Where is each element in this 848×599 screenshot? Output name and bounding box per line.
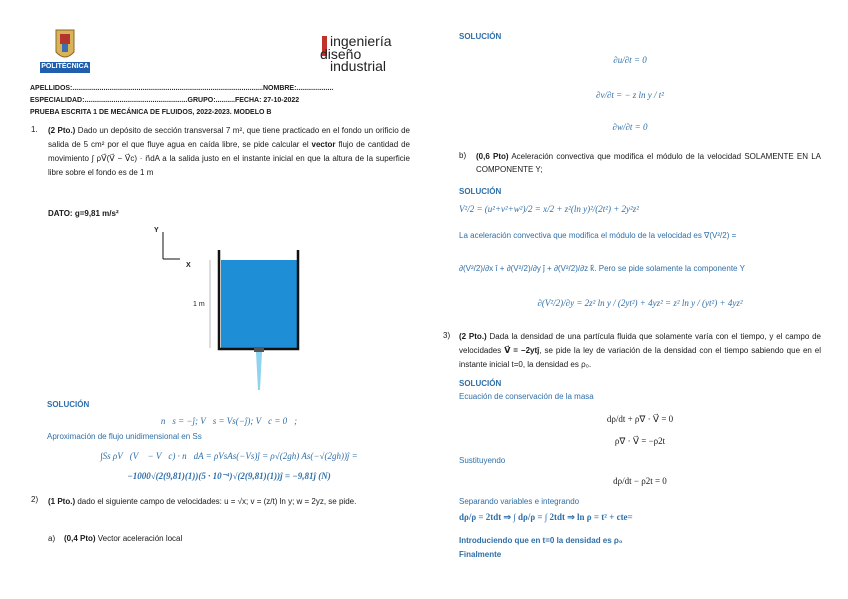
- q1-sol-eq2: ∫Ss ρV⃗(V⃗ − V⃗c) · n⃗dA = ρVsAs(−Vs)ĵ = ρ√(2gh) As(−√(2gh))ĵ =: [100, 451, 358, 461]
- q3-eq2: ρ∇ · V⃗ = −ρ2t: [614, 436, 666, 446]
- q1-points: (2 Pto.): [48, 126, 76, 135]
- q2b-text: Aceleración convectiva que modifica el módulo de la velocidad SOLAMENTE EN LA COMPONENTE Y;: [476, 152, 821, 174]
- q1-sol-eq3: −1000√(2(9,81)(1))(5 · 10⁻⁴)√(2(9,81)(1))ĵ = −9,81ĵ (N): [127, 471, 331, 481]
- especialidad-line: ESPECIALIDAD:.....................................................GRUPO:..........FECHA: 27-10-2022: [30, 97, 300, 104]
- q2b-solution-title: SOLUCIÓN: [459, 187, 502, 196]
- q2-points: (1 Pto.): [48, 497, 76, 506]
- height-label: 1 m: [193, 301, 205, 308]
- q2-number: 2): [31, 495, 39, 504]
- upm-logo: [40, 28, 90, 74]
- q2a-du: ∂u/∂t = 0: [613, 55, 647, 65]
- q1-sol-eq1: n⃗s = −ĵ; V⃗s = Vs(−ĵ); V⃗c = 0⃗;: [160, 416, 298, 426]
- q3-final: Finalmente: [459, 550, 502, 559]
- apellidos-line: APELLIDOS:..................................................................................................NOMBRE:...................: [30, 85, 334, 92]
- q2b-conv-text2: ∂(V²/2)/∂x î + ∂(V²/2)/∂y ĵ + ∂(V²/2)/∂z k̂. Pero se pide solamente la componente Y: [459, 264, 745, 273]
- q1-dato: DATO: g=9,81 m/s²: [48, 209, 119, 218]
- tank-diagram: [140, 228, 300, 398]
- school-logo: [318, 30, 408, 74]
- q3-statement: [459, 330, 821, 372]
- q1-number: 1.: [31, 125, 38, 134]
- q1-text1: Dado un depósito de sección transversal 7 m², que tiene practicado en el fondo un orificio de salida de 5 cm² por el que fluye agua en caída libre, se pide calcular el: [48, 126, 411, 149]
- q3-sep: Separando variables e integrando: [459, 497, 580, 506]
- school-line3: industrial: [330, 58, 387, 74]
- q2a-text: Vector aceleración local: [95, 534, 183, 543]
- q1-text3: ρV⃗(V⃗ − V⃗c) · n⃗dA a la salida justo en el instante inicial en que la altura de la superficie libre sobre el fondo es de 1 m: [48, 154, 410, 177]
- school-line1: ingeniería: [330, 33, 392, 49]
- q3-text1: Dada la densidad de una partícula fluida que solamente varía con el tiempo, y el campo de velocidades: [459, 332, 821, 355]
- q2-text: dado el siguiente campo de velocidades: u = √x; v = (z/t) ln y; w = 2yz, se pide.: [75, 497, 357, 506]
- q3-points: (2 Pto.): [459, 332, 487, 341]
- water-jet: [256, 352, 262, 390]
- q2b-eq-dy: ∂(V²/2)/∂y = 2z² ln y / (2yt²) + 4yz² = z² ln y / (yt²) + 4yz²: [537, 298, 743, 308]
- q3-solution-title: SOLUCIÓN: [459, 379, 502, 388]
- q2a-label: a): [48, 534, 56, 543]
- q2-statement: [48, 494, 410, 510]
- q2a-dw: ∂w/∂t = 0: [612, 122, 648, 132]
- q1-solution-title: SOLUCIÓN: [47, 400, 90, 409]
- q3-vfield: V⃗ = −2ytĵ: [504, 346, 540, 355]
- q3-eq4: dρ/ρ = 2tdt ⇒ ∫ dρ/ρ = ∫ 2tdt ⇒ ln ρ = t² + cte=: [459, 512, 633, 522]
- school-line2: diseño: [320, 46, 362, 62]
- q1-bold-word: vector: [311, 140, 336, 149]
- q3-cons: Ecuación de conservación de la masa: [459, 392, 594, 401]
- q3-text2: , se pide la ley de variación de la densidad con el tiempo sabiendo que en el instante inicial t=0, la densidad es ρ₀.: [459, 346, 822, 369]
- q2b-points: (0,6 Pto): [476, 152, 509, 161]
- q3-number: 3): [443, 331, 451, 340]
- university-label: POLITÉCNICA: [41, 63, 89, 70]
- orifice: [254, 347, 264, 352]
- q3-eq3: dρ/dt − ρ2t = 0: [613, 476, 667, 486]
- q1-text2: flujo de cantidad de movimiento ∫: [48, 140, 410, 163]
- q2a-statement: [64, 533, 182, 545]
- q2b-statement: [476, 150, 821, 176]
- q2a-points: (0,4 Pto): [64, 534, 96, 543]
- exam-title: PRUEBA ESCRITA 1 DE MECÁNICA DE FLUIDOS, 2022-2023. MODELO B: [30, 109, 272, 116]
- q1-statement: [48, 124, 410, 180]
- q2a-dv: ∂v/∂t = − z ln y / t²: [596, 90, 664, 100]
- q2a-solution-title: SOLUCIÓN: [459, 32, 502, 41]
- water-fill: [221, 260, 297, 348]
- q3-intro: Introduciendo que en t=0 la densidad es ρ₀: [459, 536, 623, 545]
- axis-x-label: X: [186, 262, 191, 269]
- axis-y-label: Y: [154, 227, 159, 234]
- q1-sol-line2: Aproximación de flujo unidimensional en Ss: [47, 432, 202, 441]
- q3-sust: Sustituyendo: [459, 456, 506, 465]
- q2b-label: b): [459, 151, 467, 160]
- q3-eq1: dρ/dt + ρ∇ · V⃗ = 0: [606, 414, 674, 424]
- q2b-conv-text: La aceleración convectiva que modifica el módulo de la velocidad es ∇(V²/2) =: [459, 231, 737, 240]
- q2b-eq-v2: V²/2 = (u²+v²+w²)/2 = x/2 + z²(ln y)²/(2t²) + 2y²z²: [459, 204, 639, 214]
